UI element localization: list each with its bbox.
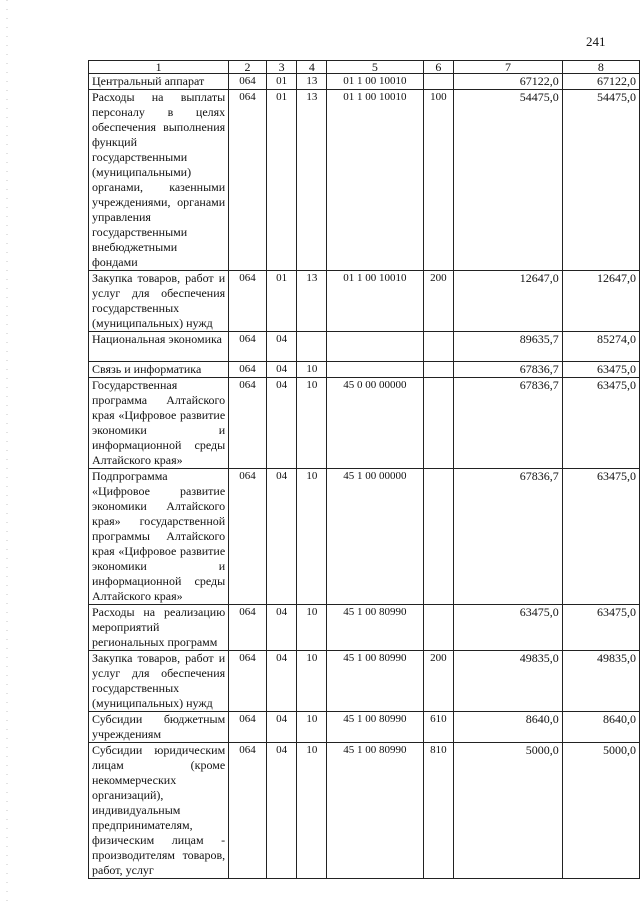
cell-ministry-code: 064 [229,712,267,743]
cell-subsection-code [297,332,327,362]
cell-expense-type: 810 [423,743,454,879]
table-row [89,605,640,651]
cell-expense-type [423,378,454,469]
cell-expense-type: 610 [423,712,454,743]
cell-amount-1: 67836,7 [454,469,562,605]
cell-ministry-code: 064 [229,378,267,469]
cell-amount-1: 63475,0 [454,605,562,651]
cell-subsection-code: 10 [297,712,327,743]
cell-amount-1: 8640,0 [454,712,562,743]
cell-amount-1: 67122,0 [454,74,562,90]
row-name: Подпрограмма «Цифровое развитие экономики Алтайского края» государственной программы Алтайского края «Цифровое развитие экономики и информационной среды Алтайского края» [89,469,229,605]
cell-amount-1: 12647,0 [454,271,562,332]
cell-amount-2: 63475,0 [562,605,639,651]
cell-section-code: 01 [266,90,297,271]
table-row [89,271,640,332]
budget-table [88,60,640,879]
cell-amount-2: 85274,0 [562,332,639,362]
cell-target-code [327,362,423,378]
cell-amount-1: 67836,7 [454,378,562,469]
column-header: 8 [562,61,639,74]
cell-target-code: 45 1 00 00000 [327,469,423,605]
column-header: 1 [89,61,229,74]
column-header: 7 [454,61,562,74]
cell-subsection-code: 10 [297,469,327,605]
cell-ministry-code: 064 [229,605,267,651]
table-row [89,378,640,469]
row-name: Государственная программа Алтайского края «Цифровое развитие экономики и информационной среды Алтайского края» [89,378,229,469]
row-name: Субсидии юридическим лицам (кроме некоммерческих организаций), индивидуальным предпринимателям, физическим лицам - производителям товаров, работ, услуг [89,743,229,879]
row-name: Закупка товаров, работ и услуг для обеспечения государственных (муниципальных) нужд [89,651,229,712]
cell-ministry-code: 064 [229,743,267,879]
cell-amount-1: 89635,7 [454,332,562,362]
cell-amount-2: 63475,0 [562,362,639,378]
cell-section-code: 04 [266,743,297,879]
cell-section-code: 04 [266,362,297,378]
cell-ministry-code: 064 [229,469,267,605]
cell-section-code: 01 [266,74,297,90]
cell-ministry-code: 064 [229,362,267,378]
cell-target-code: 45 1 00 80990 [327,712,423,743]
row-name: Центральный аппарат [89,74,229,90]
cell-amount-1: 49835,0 [454,651,562,712]
column-header: 2 [229,61,267,74]
row-name: Субсидии бюджетным учреждениям [89,712,229,743]
cell-target-code [327,332,423,362]
table-row [89,743,640,879]
cell-amount-1: 54475,0 [454,90,562,271]
cell-target-code: 01 1 00 10010 [327,90,423,271]
cell-target-code: 01 1 00 10010 [327,271,423,332]
column-header: 6 [423,61,454,74]
row-name: Расходы на выплаты персоналу в целях обеспечения выполнения функций государственными (муниципальными) органами, казенными учреждениями, органами управления государственными внебюджетными фондами [89,90,229,271]
cell-ministry-code: 064 [229,74,267,90]
cell-target-code: 45 0 00 00000 [327,378,423,469]
cell-section-code: 01 [266,271,297,332]
cell-target-code: 45 1 00 80990 [327,605,423,651]
cell-expense-type [423,362,454,378]
cell-amount-2: 12647,0 [562,271,639,332]
cell-expense-type [423,332,454,362]
cell-amount-2: 63475,0 [562,378,639,469]
table-row [89,651,640,712]
cell-section-code: 04 [266,469,297,605]
cell-subsection-code: 10 [297,743,327,879]
column-header: 5 [327,61,423,74]
cell-section-code: 04 [266,378,297,469]
cell-ministry-code: 064 [229,332,267,362]
table-row [89,332,640,362]
cell-amount-2: 8640,0 [562,712,639,743]
cell-subsection-code: 10 [297,362,327,378]
scan-margin-dots [6,0,8,904]
cell-expense-type [423,74,454,90]
cell-ministry-code: 064 [229,651,267,712]
cell-target-code: 45 1 00 80990 [327,743,423,879]
cell-expense-type: 100 [423,90,454,271]
cell-amount-2: 63475,0 [562,469,639,605]
cell-subsection-code: 10 [297,378,327,469]
row-name: Закупка товаров, работ и услуг для обеспечения государственных (муниципальных) нужд [89,271,229,332]
cell-subsection-code: 13 [297,271,327,332]
cell-amount-2: 49835,0 [562,651,639,712]
cell-amount-1: 5000,0 [454,743,562,879]
cell-amount-2: 54475,0 [562,90,639,271]
cell-amount-2: 5000,0 [562,743,639,879]
cell-subsection-code: 10 [297,651,327,712]
table-row [89,74,640,90]
cell-section-code: 04 [266,712,297,743]
cell-amount-2: 67122,0 [562,74,639,90]
cell-target-code: 01 1 00 10010 [327,74,423,90]
cell-target-code: 45 1 00 80990 [327,651,423,712]
table-row [89,469,640,605]
table-header-row [89,61,640,74]
row-name: Расходы на реализацию мероприятий региональных программ [89,605,229,651]
cell-expense-type [423,605,454,651]
cell-expense-type [423,469,454,605]
cell-section-code: 04 [266,651,297,712]
page-number: 241 [586,34,606,49]
cell-expense-type: 200 [423,651,454,712]
cell-expense-type: 200 [423,271,454,332]
cell-section-code: 04 [266,332,297,362]
column-header: 3 [266,61,297,74]
column-header: 4 [297,61,327,74]
row-name: Национальная экономика [89,332,229,362]
cell-subsection-code: 13 [297,90,327,271]
cell-ministry-code: 064 [229,271,267,332]
cell-ministry-code: 064 [229,90,267,271]
table-row [89,90,640,271]
cell-subsection-code: 13 [297,74,327,90]
cell-section-code: 04 [266,605,297,651]
cell-subsection-code: 10 [297,605,327,651]
cell-amount-1: 67836,7 [454,362,562,378]
row-name: Связь и информатика [89,362,229,378]
table-row [89,712,640,743]
table-row [89,362,640,378]
